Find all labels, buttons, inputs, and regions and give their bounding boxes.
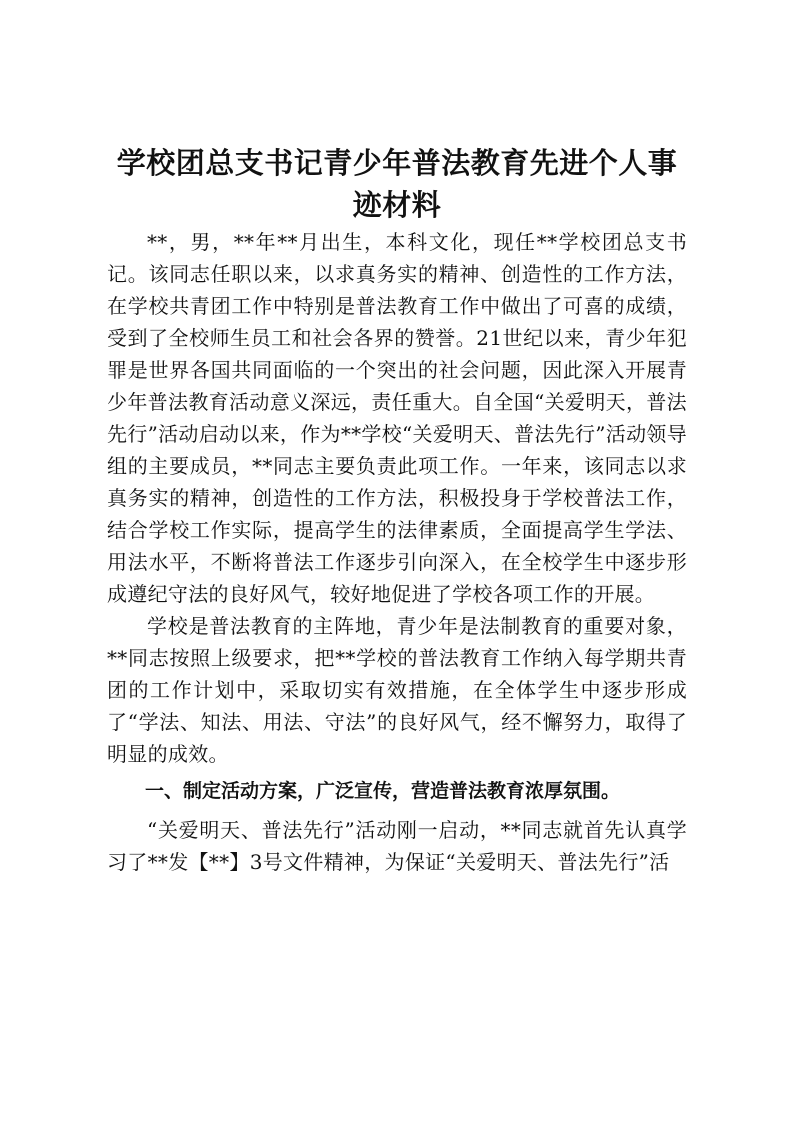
section-heading-1: 一、制定活动方案，广泛宣传，营造普法教育浓厚氛围。	[145, 780, 621, 802]
paragraph-intro: **，男，**年**月出生，本科文化，现任**学校团总支书记。该同志任职以来，以求真务实的精神、创造性的工作方法，在学校共青团工作中特别是普法教育工作中做出了可喜的成绩，受到了全校师生员工和社会各界的赞誉。21世纪以来，青少年犯罪是世界各国共同面临的一个突出的社会问题，因此深入开展青少年普法教育活动意义深远，责任重大。自全国“关爱明天，普法先行”活动启动以来，作为**学校“关爱明天、普法先行”活动领导组的主要成员，**同志主要负责此项工作。一年来，该同志以求真务实的精神，创造性的工作方法，积极投身于学校普法工作，结合学校工作实际，提高学生的法律素质，全面提高学生学法、用法水平，不断将普法工作逐步引向深入，在全校学生中逐步形成遵纪守法的良好风气，较好地促进了学校各项工作的开展。	[107, 230, 687, 606]
paragraph-activity-start: “关爱明天、普法先行”活动刚一启动，**同志就首先认真学习了**发【**】3号文件精神，为保证“关爱明天、普法先行”活	[107, 818, 687, 874]
document-title: 学校团总支书记青少年普法教育先进个人事迹材料	[116, 146, 678, 222]
document-body	[107, 142, 687, 878]
paragraph-school-focus: 学校是普法教育的主阵地，青少年是法制教育的重要对象，**同志按照上级要求，把**学校的普法教育工作纳入每学期共青团的工作计划中，采取切实有效措施，在全体学生中逐步形成了“学法、知法、用法、守法”的良好风气，经不懈努力，取得了明显的成效。	[107, 614, 687, 766]
